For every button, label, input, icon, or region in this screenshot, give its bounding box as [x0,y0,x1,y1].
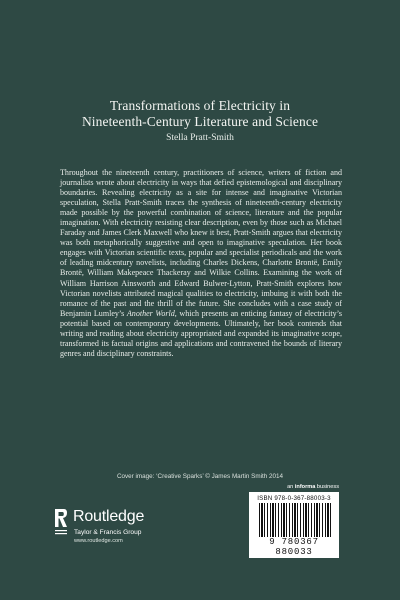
informa-business-line [249,484,339,490]
ean-digits: 9 780367 880033 [249,537,339,557]
title-line-2: Nineteenth-Century Literature and Science [81,114,319,129]
book-title [0,98,400,130]
blurb-book-title: Another World [126,308,175,318]
blurb-text-2: , which presents an enticing fantasy of electricity’s potential based on contemporary developments. Ultimately, her book contends that writing and reading about electricity appropriated and expanded its imaginative scope, transformed its factual origins and applications and contravened the bounds of literary genres and disciplinary constraints. [60,308,342,358]
routledge-mark-icon [54,507,68,537]
blurb-text-1: Throughout the nineteenth century, practitioners of science, writers of fiction and journalists wrote about electricity in ways that defied epistemological and disciplinary boundaries. Revealing electricity as a site for intense and imaginative Victorian speculation, Stella Pratt-Smith traces the synthesis of nineteenth-century electricity made possible by the powerful combination of science, literature and the popular imagination. With electricity resisting clear description, even by those such as Michael Faraday and James Clerk Maxwell who knew it best, Pratt-Smith argues that electricity was both metaphorically suggestive and open to imaginative speculation. Her book engages with Victorian scientific texts, popular and specialist periodicals and the work of leading midcentury novelists, including Charles Dickens, Charlotte Brontë, Emily Brontë, William Makepeace Thackeray and Wilkie Collins. Examining the work of William Harrison Ainsworth and Edward Bulwer-Lytton, Pratt-Smith explores how Victorian novelists attributed magical qualities to electricity, imbuing it with both the romance of the past and the thrill of the future. She concludes with a case study of Benjamin Lumley’s [60,168,342,318]
publisher-group: Taylor & Francis Group [74,529,142,536]
informa-prefix: an [287,484,295,490]
informa-suffix: business [315,484,339,490]
cover-image-credit: Cover image: ‘Creative Sparks’ © James Martin Smith 2014 [116,473,284,480]
barcode-box [249,492,339,558]
publisher-name: Routledge [73,508,145,525]
title-line-1: Transformations of Electricity in [109,98,291,113]
book-blurb [60,168,342,359]
informa-brand: informa [294,484,316,490]
author-name: Stella Pratt-Smith [166,133,234,143]
publisher-url: www.routledge.com [74,538,123,544]
isbn-number: ISBN 978-0-367-88003-3 [257,495,331,502]
